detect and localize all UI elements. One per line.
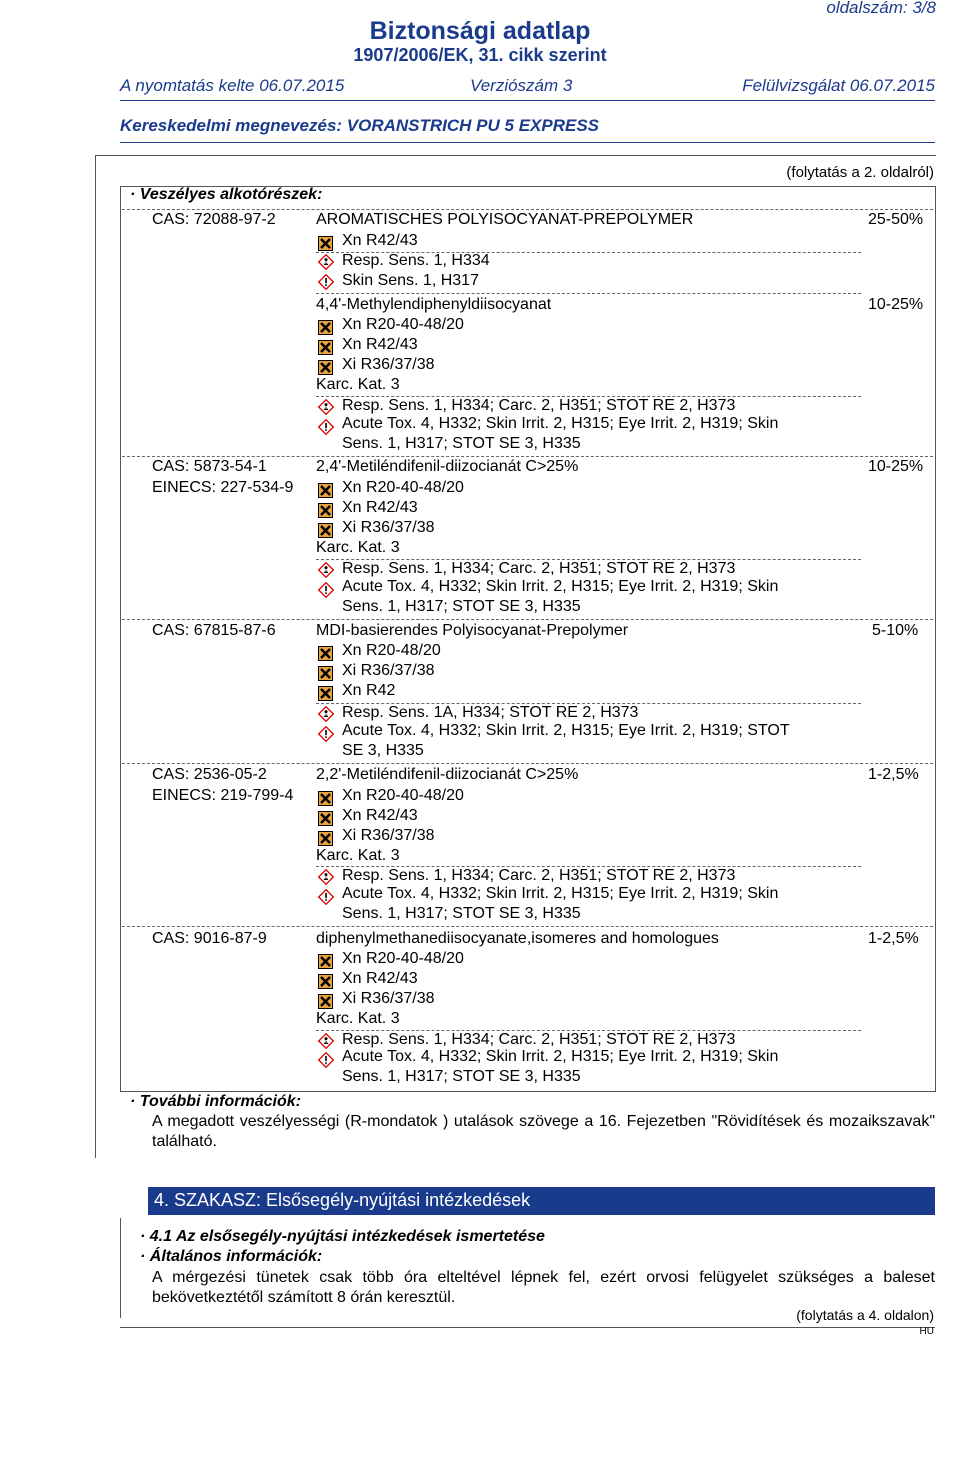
xn-cross-icon bbox=[318, 483, 333, 498]
continued-on: (folytatás a 4. oldalon) bbox=[796, 1307, 934, 1323]
xn-cross-icon bbox=[318, 646, 333, 661]
document-title: Biztonsági adatlap bbox=[369, 17, 591, 45]
cas-number: CAS: 67815-87-6 bbox=[152, 622, 276, 639]
component-name: 2,4'-Metiléndifenil-diizocianát C>25% bbox=[316, 458, 579, 475]
xn-cross-icon bbox=[318, 831, 333, 846]
general-info-text: A mérgezési tünetek csak több óra elteltével lépnek fel, ezért orvosi felügyelet szükséges a baleset bekövetkeztétől számított 8 órán keresztül. bbox=[152, 1269, 935, 1306]
further-info-text: A megadott veszélyességi (R-mondatok ) utalások szövege a 16. Fejezetben "Rövidítések és mozaikszavak" található. bbox=[152, 1113, 935, 1150]
dsd-classification: Xi R36/37/38 bbox=[342, 990, 435, 1007]
xn-cross-icon bbox=[318, 666, 333, 681]
clp-classification: Resp. Sens. 1A, H334; STOT RE 2, H373 bbox=[342, 704, 639, 721]
clp-classification: Acute Tox. 4, H332; Skin Irrit. 2, H315; Eye Irrit. 2, H319; Skin bbox=[342, 1048, 779, 1065]
dsd-classification: Xn R42/43 bbox=[342, 807, 418, 824]
continued-from: (folytatás a 2. oldalról) bbox=[786, 164, 934, 181]
xn-cross-icon bbox=[318, 503, 333, 518]
einecs-number: EINECS: 219-799-4 bbox=[152, 787, 294, 804]
xn-cross-icon bbox=[318, 954, 333, 969]
clp-classification: Resp. Sens. 1, H334; Carc. 2, H351; STOT RE 2, H373 bbox=[342, 560, 736, 577]
dsd-classification: Xn R42/43 bbox=[342, 499, 418, 516]
xn-cross-icon bbox=[318, 686, 333, 701]
exclamation-icon bbox=[318, 726, 334, 742]
further-info-heading: · További információk: bbox=[130, 1093, 301, 1110]
exclamation-icon bbox=[318, 889, 334, 905]
health-hazard-icon bbox=[318, 399, 334, 415]
page-number: oldalszám: 3/8 bbox=[826, 0, 936, 17]
section-4-header bbox=[148, 1187, 935, 1215]
component-percent: 10-25% bbox=[868, 458, 924, 475]
clp-classification: Sens. 1, H317; STOT SE 3, H335 bbox=[342, 598, 581, 615]
component-percent: 1-2,5% bbox=[868, 766, 919, 783]
dsd-classification: Xn R20-40-48/20 bbox=[342, 479, 464, 496]
component-name: diphenylmethanediisocyanate,isomeres and homologues bbox=[316, 930, 719, 947]
clp-classification: Sens. 1, H317; STOT SE 3, H335 bbox=[342, 905, 581, 922]
dsd-classification: Xi R36/37/38 bbox=[342, 519, 435, 536]
clp-classification: Acute Tox. 4, H332; Skin Irrit. 2, H315; Eye Irrit. 2, H319; STOT bbox=[342, 722, 790, 739]
clp-classification: Acute Tox. 4, H332; Skin Irrit. 2, H315; Eye Irrit. 2, H319; Skin bbox=[342, 415, 779, 432]
component-name: 4,4'-Methylendiphenyldiisocyanat bbox=[316, 296, 552, 313]
document-regulation: 1907/2006/EK, 31. cikk szerint bbox=[353, 45, 607, 65]
section-4-1-heading: · 4.1 Az elsősegély-nyújtási intézkedések ismertetése bbox=[140, 1228, 545, 1245]
health-hazard-icon bbox=[318, 254, 334, 270]
clp-classification: Sens. 1, H317; STOT SE 3, H335 bbox=[342, 1068, 581, 1085]
health-hazard-icon bbox=[318, 869, 334, 885]
trade-divider bbox=[120, 142, 935, 143]
xn-cross-icon bbox=[318, 360, 333, 375]
health-hazard-icon bbox=[318, 706, 334, 722]
carc-category: Karc. Kat. 3 bbox=[316, 1010, 400, 1027]
dsd-classification: Xn R20-48/20 bbox=[342, 642, 441, 659]
carc-category: Karc. Kat. 3 bbox=[316, 539, 400, 556]
clp-classification: Acute Tox. 4, H332; Skin Irrit. 2, H315; Eye Irrit. 2, H319; Skin bbox=[342, 885, 779, 902]
print-date: A nyomtatás kelte 06.07.2015 bbox=[120, 76, 345, 95]
carc-category: Karc. Kat. 3 bbox=[316, 376, 400, 393]
clp-classification: Resp. Sens. 1, H334; Carc. 2, H351; STOT RE 2, H373 bbox=[342, 867, 736, 884]
dsd-classification: Xn R20-40-48/20 bbox=[342, 787, 464, 804]
component-percent: 1-2,5% bbox=[868, 930, 919, 947]
clp-classification: Sens. 1, H317; STOT SE 3, H335 bbox=[342, 435, 581, 452]
dsd-classification: Xn R42/43 bbox=[342, 232, 418, 249]
component-percent: 25-50% bbox=[868, 211, 924, 228]
clp-classification: Resp. Sens. 1, H334; Carc. 2, H351; STOT RE 2, H373 bbox=[342, 1031, 736, 1048]
einecs-number: EINECS: 227-534-9 bbox=[152, 479, 294, 496]
dsd-classification: Xi R36/37/38 bbox=[342, 827, 435, 844]
xn-cross-icon bbox=[318, 320, 333, 335]
clp-classification: Skin Sens. 1, H317 bbox=[342, 272, 479, 289]
section-4-title: 4. SZAKASZ: Elsősegély-nyújtási intézkedések bbox=[154, 1190, 531, 1210]
trade-name: Kereskedelmi megnevezés: VORANSTRICH PU 5 EXPRESS bbox=[120, 116, 600, 135]
language-code: HU bbox=[919, 1326, 934, 1337]
version: Verziószám 3 bbox=[470, 76, 573, 95]
xn-cross-icon bbox=[318, 236, 333, 251]
clp-classification: Resp. Sens. 1, H334; Carc. 2, H351; STOT RE 2, H373 bbox=[342, 397, 736, 414]
dsd-classification: Xn R42/43 bbox=[342, 336, 418, 353]
dsd-classification: Xi R36/37/38 bbox=[342, 662, 435, 679]
component-name: 2,2'-Metiléndifenil-diizocianát C>25% bbox=[316, 766, 579, 783]
exclamation-icon bbox=[318, 274, 334, 290]
component-name: MDI-basierendes Polyisocyanat-Prepolymer bbox=[316, 622, 629, 639]
dsd-classification: Xn R42 bbox=[342, 682, 396, 699]
dsd-classification: Xn R20-40-48/20 bbox=[342, 950, 464, 967]
revision-date: Felülvizsgálat 06.07.2015 bbox=[742, 76, 935, 95]
health-hazard-icon bbox=[318, 562, 334, 578]
dsd-classification: Xn R20-40-48/20 bbox=[342, 316, 464, 333]
exclamation-icon bbox=[318, 1052, 334, 1068]
clp-classification: Resp. Sens. 1, H334 bbox=[342, 252, 490, 269]
component-percent: 10-25% bbox=[868, 296, 924, 313]
carc-category: Karc. Kat. 3 bbox=[316, 847, 400, 864]
general-info-heading: · Általános információk: bbox=[140, 1248, 323, 1265]
clp-classification: SE 3, H335 bbox=[342, 742, 424, 759]
dsd-classification: Xn R42/43 bbox=[342, 970, 418, 987]
header-divider bbox=[120, 100, 935, 101]
cas-number: CAS: 5873-54-1 bbox=[152, 458, 267, 475]
component-percent: 5-10% bbox=[872, 622, 919, 639]
xn-cross-icon bbox=[318, 994, 333, 1009]
xn-cross-icon bbox=[318, 791, 333, 806]
component-name: AROMATISCHES POLYISOCYANAT-PREPOLYMER bbox=[316, 211, 694, 228]
hazard-heading: · Veszélyes alkotórészek: bbox=[130, 186, 323, 203]
cas-number: CAS: 2536-05-2 bbox=[152, 766, 267, 783]
exclamation-icon bbox=[318, 419, 334, 435]
xn-cross-icon bbox=[318, 811, 333, 826]
xn-cross-icon bbox=[318, 974, 333, 989]
xn-cross-icon bbox=[318, 340, 333, 355]
health-hazard-icon bbox=[318, 1033, 334, 1049]
dsd-classification: Xi R36/37/38 bbox=[342, 356, 435, 373]
exclamation-icon bbox=[318, 582, 334, 598]
cas-number: CAS: 72088-97-2 bbox=[152, 211, 276, 228]
clp-classification: Acute Tox. 4, H332; Skin Irrit. 2, H315; Eye Irrit. 2, H319; Skin bbox=[342, 578, 779, 595]
xn-cross-icon bbox=[318, 523, 333, 538]
cas-number: CAS: 9016-87-9 bbox=[152, 930, 267, 947]
